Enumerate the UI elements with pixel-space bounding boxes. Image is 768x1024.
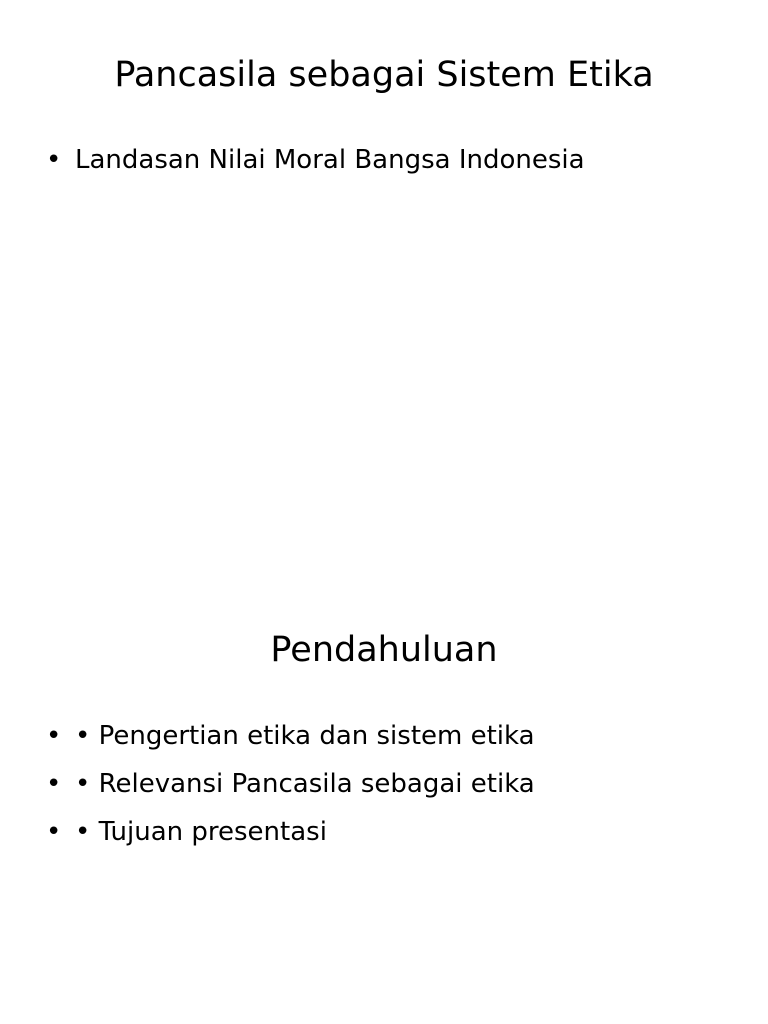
list-item-text: Landasan Nilai Moral Bangsa Indonesia (75, 145, 585, 175)
bullet-icon: • (46, 721, 62, 751)
bullet-icon: • (46, 769, 62, 799)
bullet-list (46, 142, 585, 190)
list-item-text: • Tujuan presentasi (75, 817, 327, 847)
list-item (46, 718, 535, 766)
slide-title: Pendahuluan (270, 630, 498, 670)
bullet-icon: • (46, 817, 62, 847)
slide-title: Pancasila sebagai Sistem Etika (114, 55, 654, 95)
list-item-text: • Relevansi Pancasila sebagai etika (75, 769, 535, 799)
bullet-list (46, 718, 535, 862)
bullet-icon: • (46, 145, 62, 175)
slide-2 (0, 576, 768, 1024)
list-item-text: • Pengertian etika dan sistem etika (75, 721, 535, 751)
list-item (46, 142, 585, 190)
list-item (46, 766, 535, 814)
list-item (46, 814, 535, 862)
